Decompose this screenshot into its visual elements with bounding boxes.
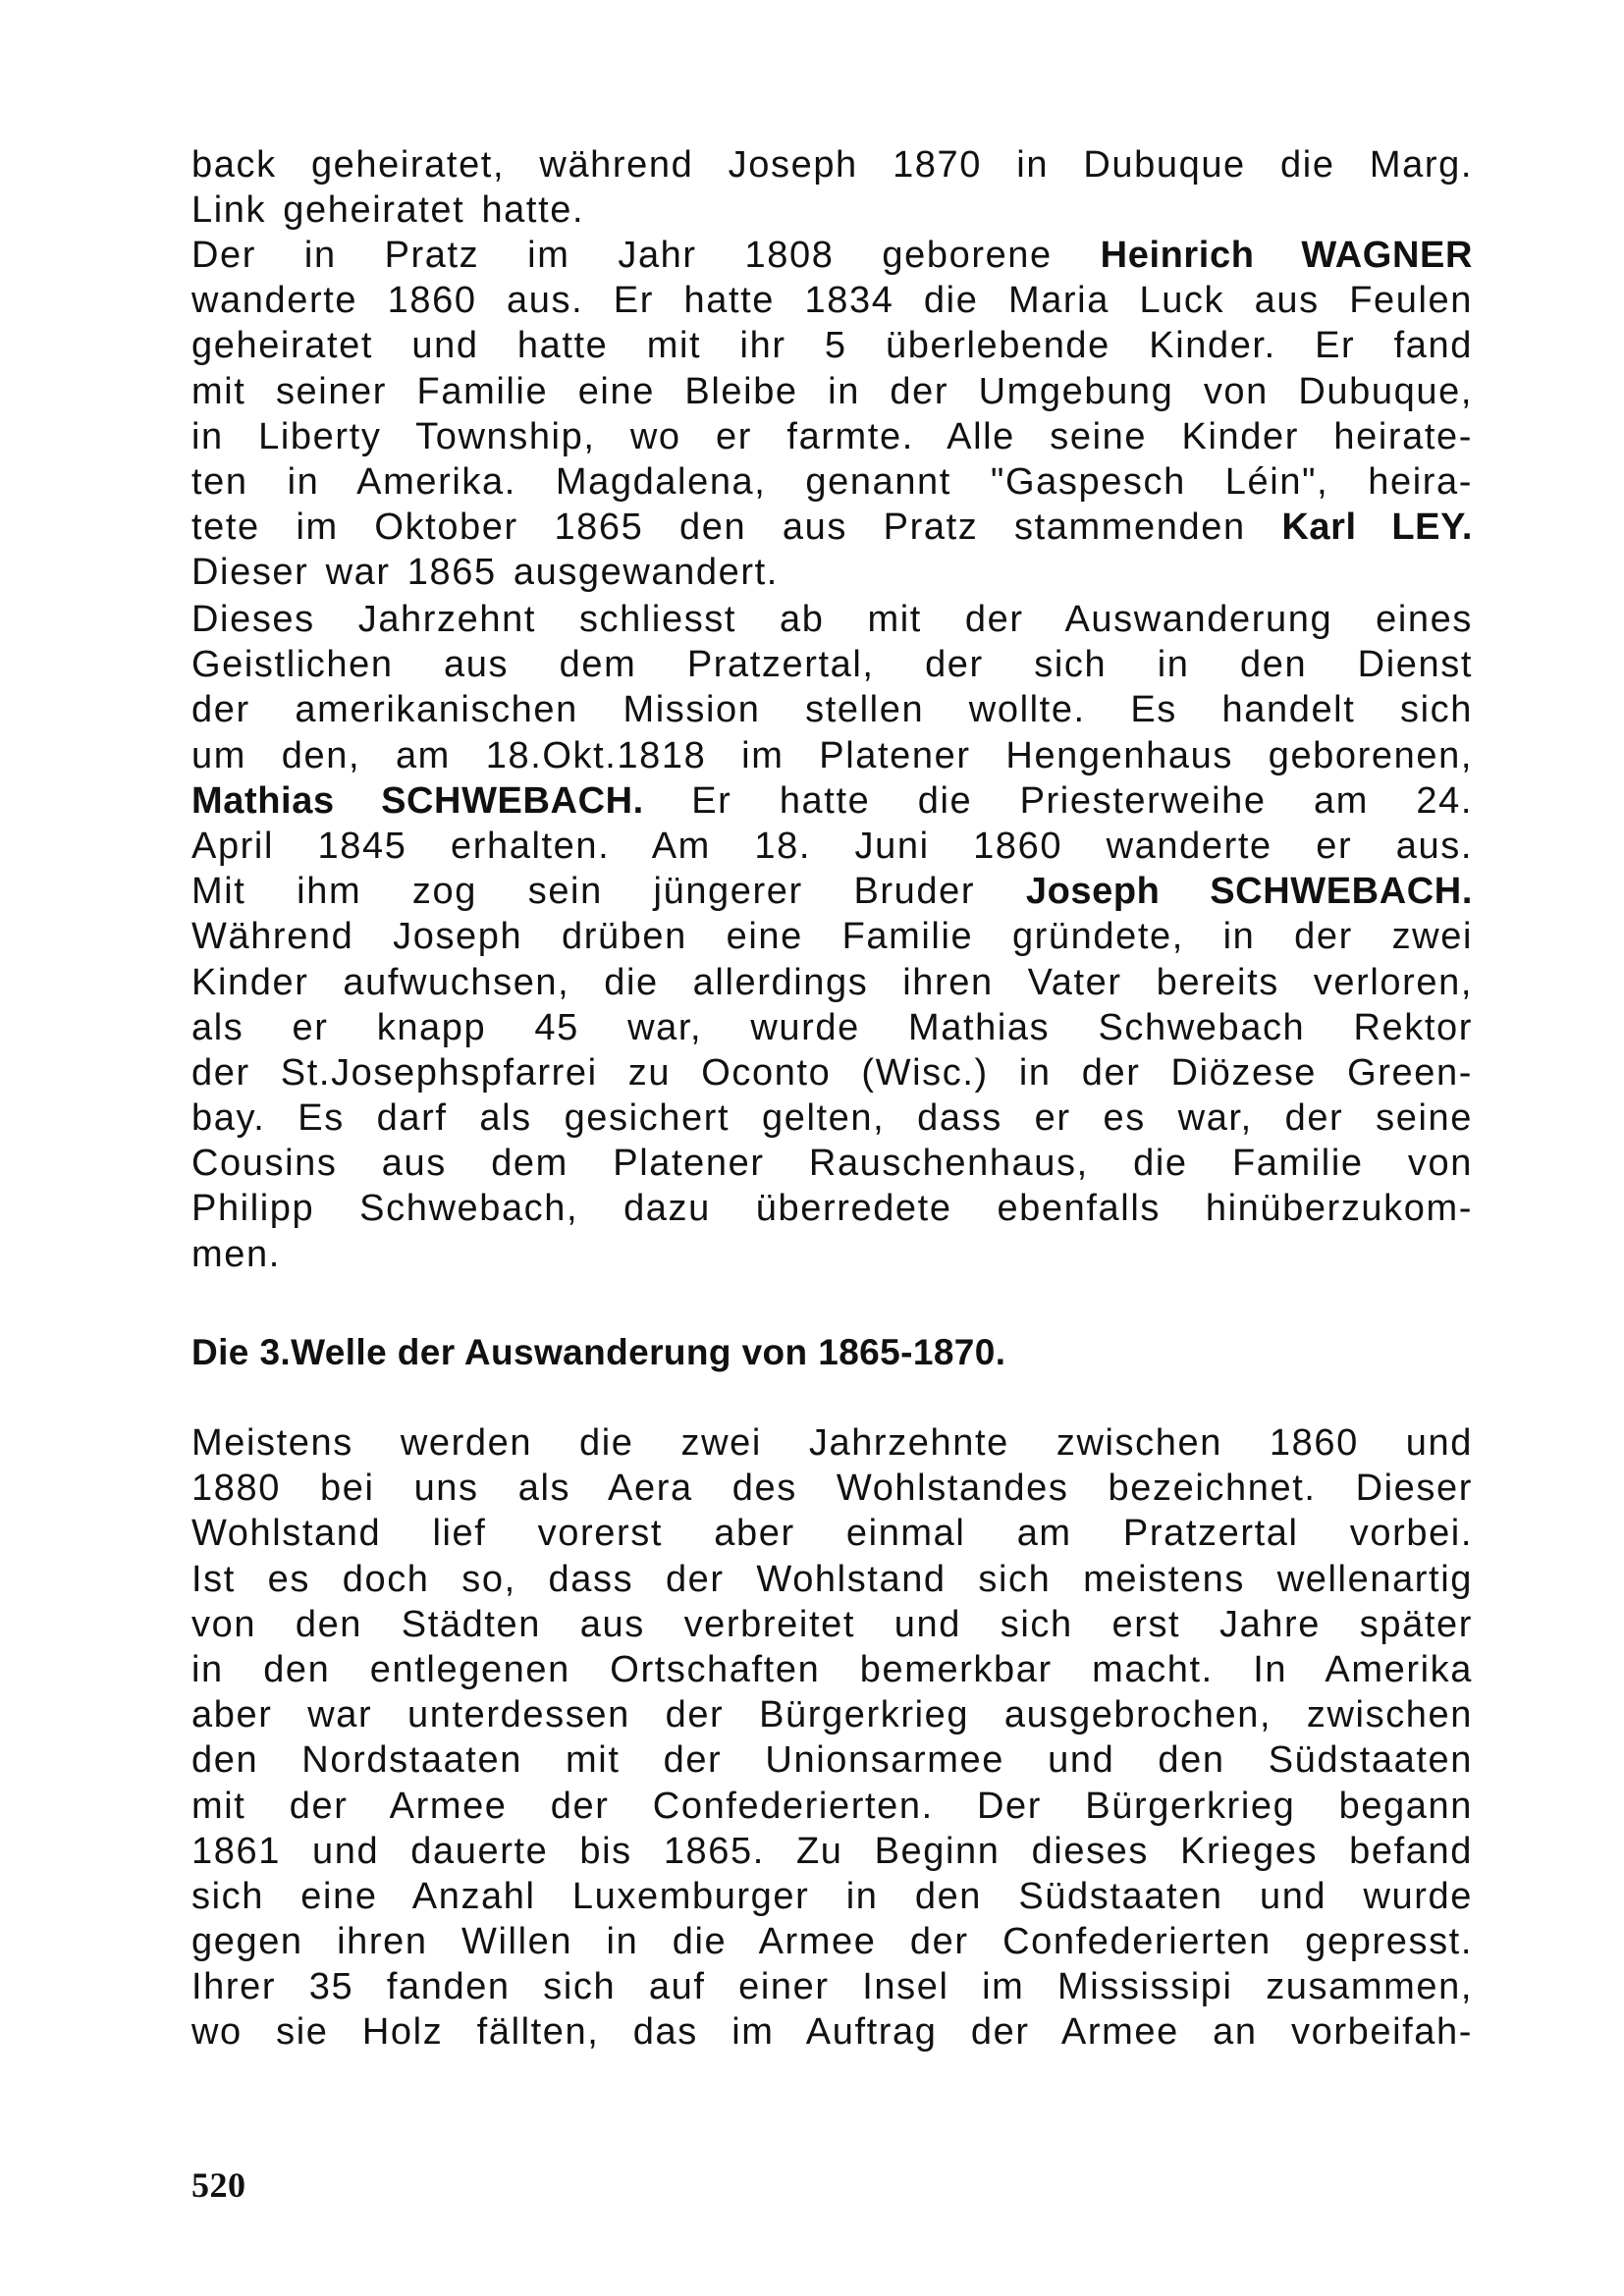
text-line: Kinder aufwuchsen, die allerdings ihren Vater bereits verloren, [191,961,1473,1003]
section-heading: Die 3.Welle der Auswanderung von 1865-1870. [191,1332,1006,1372]
text-line: ten in Amerika. Magdalena, genannt "Gaspesch Léin", heira- [191,460,1473,503]
text-line [191,869,1473,914]
text-run: tete im Oktober 1865 den aus Pratz stammenden [191,507,1282,549]
text-line: Ist es doch so, dass der Wohlstand sich meistens wellenartig [191,1558,1473,1600]
text-line: Geistlichen aus dem Pratzertal, der sich in den Dienst [191,644,1473,686]
text-line: 1880 bei uns als Aera des Wohlstandes bezeichnet. Dieser [191,1468,1473,1510]
text-line: der amerikanischen Mission stellen wollte. Es handelt sich [191,689,1473,731]
text-run: Der in Pratz im Jahr 1808 geborene [191,235,1101,276]
text-line: aber war unterdessen der Bürgerkrieg ausgebrochen, zwischen [191,1694,1473,1736]
paragraph-wohlstand [191,1420,1473,2056]
paragraph-marriage-joseph [191,142,1473,233]
page-number: 520 [191,2165,246,2205]
text-line: sich eine Anzahl Luxemburger in den Südstaaten und wurde [191,1875,1473,1917]
person-name-karl-ley: Karl LEY. [1281,507,1473,549]
person-name-heinrich-wagner: Heinrich WAGNER [1100,235,1473,276]
text-line: Dieser war 1865 ausgewandert. [191,552,779,594]
person-name-joseph-schwebach: Joseph SCHWEBACH. [1025,871,1473,913]
text-line: in Liberty Township, wo er farmte. Alle seine Kinder heirate- [191,415,1473,457]
text-line: mit der Armee der Confederierten. Der Bürgerkrieg begann [191,1785,1473,1827]
paragraph-heinrich-wagner [191,233,1473,596]
text-line: den Nordstaaten mit der Unionsarmee und den Südstaaten [191,1739,1473,1782]
text-line: der St.Josephspfarrei zu Oconto (Wisc.) in der Diözese Green- [191,1051,1473,1094]
text-line: geheiratet und hatte mit ihr 5 überlebende Kinder. Er fand [191,325,1473,367]
text-line: Link geheiratet hatte. [191,189,585,232]
text-line: Meistens werden die zwei Jahrzehnte zwischen 1860 und [191,1422,1473,1464]
text-line: Philipp Schwebach, dazu überredete ebenfalls hinüberzukom- [191,1188,1473,1230]
text-line: Während Joseph drüben eine Familie gründete, in der zwei [191,916,1473,958]
text-line: wanderte 1860 aus. Er hatte 1834 die Maria Luck aus Feulen [191,280,1473,322]
text-line [191,233,1473,278]
text-line: von den Städten aus verbreitet und sich erst Jahre später [191,1603,1473,1645]
text-line: 1861 und dauerte bis 1865. Zu Beginn dieses Krieges befand [191,1830,1473,1872]
text-line: men. [191,1233,281,1275]
person-name-mathias-schwebach: Mathias SCHWEBACH. [191,779,644,822]
text-line: um den, am 18.Okt.1818 im Platener Hengenhaus geborenen, [191,734,1473,776]
text-line: Wohlstand lief vorerst aber einmal am Pratzertal vorbei. [191,1513,1473,1555]
text-run: Mit ihm zog sein jüngerer Bruder [191,871,1026,913]
text-run: Er hatte die Priesterweihe am 24. [643,779,1474,822]
text-line: gegen ihren Willen in die Armee der Confederierten gepresst. [191,1921,1473,1963]
text-line: Ihrer 35 fanden sich auf einer Insel im Mississipi zusammen, [191,1966,1473,2008]
text-line: mit seiner Familie eine Bleibe in der Umgebung von Dubuque, [191,370,1473,412]
text-line: bay. Es darf als gesichert gelten, dass er es war, der seine [191,1097,1473,1140]
text-line: als er knapp 45 war, wurde Mathias Schwebach Rektor [191,1006,1473,1048]
text-line: back geheiratet, während Joseph 1870 in Dubuque die Marg. [191,144,1473,186]
text-line: in den entlegenen Ortschaften bemerkbar macht. In Amerika [191,1648,1473,1690]
text-line: Cousins aus dem Platener Rauschenhaus, die Familie von [191,1143,1473,1185]
text-line: wo sie Holz fällten, das im Auftrag der Armee an vorbeifah- [191,2011,1473,2054]
paragraph-mathias-schwebach [191,597,1473,1277]
text-line [191,505,1473,550]
text-line: April 1845 erhalten. Am 18. Juni 1860 wanderte er aus. [191,825,1473,867]
text-line [191,778,1473,824]
text-line: Dieses Jahrzehnt schliesst ab mit der Auswanderung eines [191,599,1473,640]
